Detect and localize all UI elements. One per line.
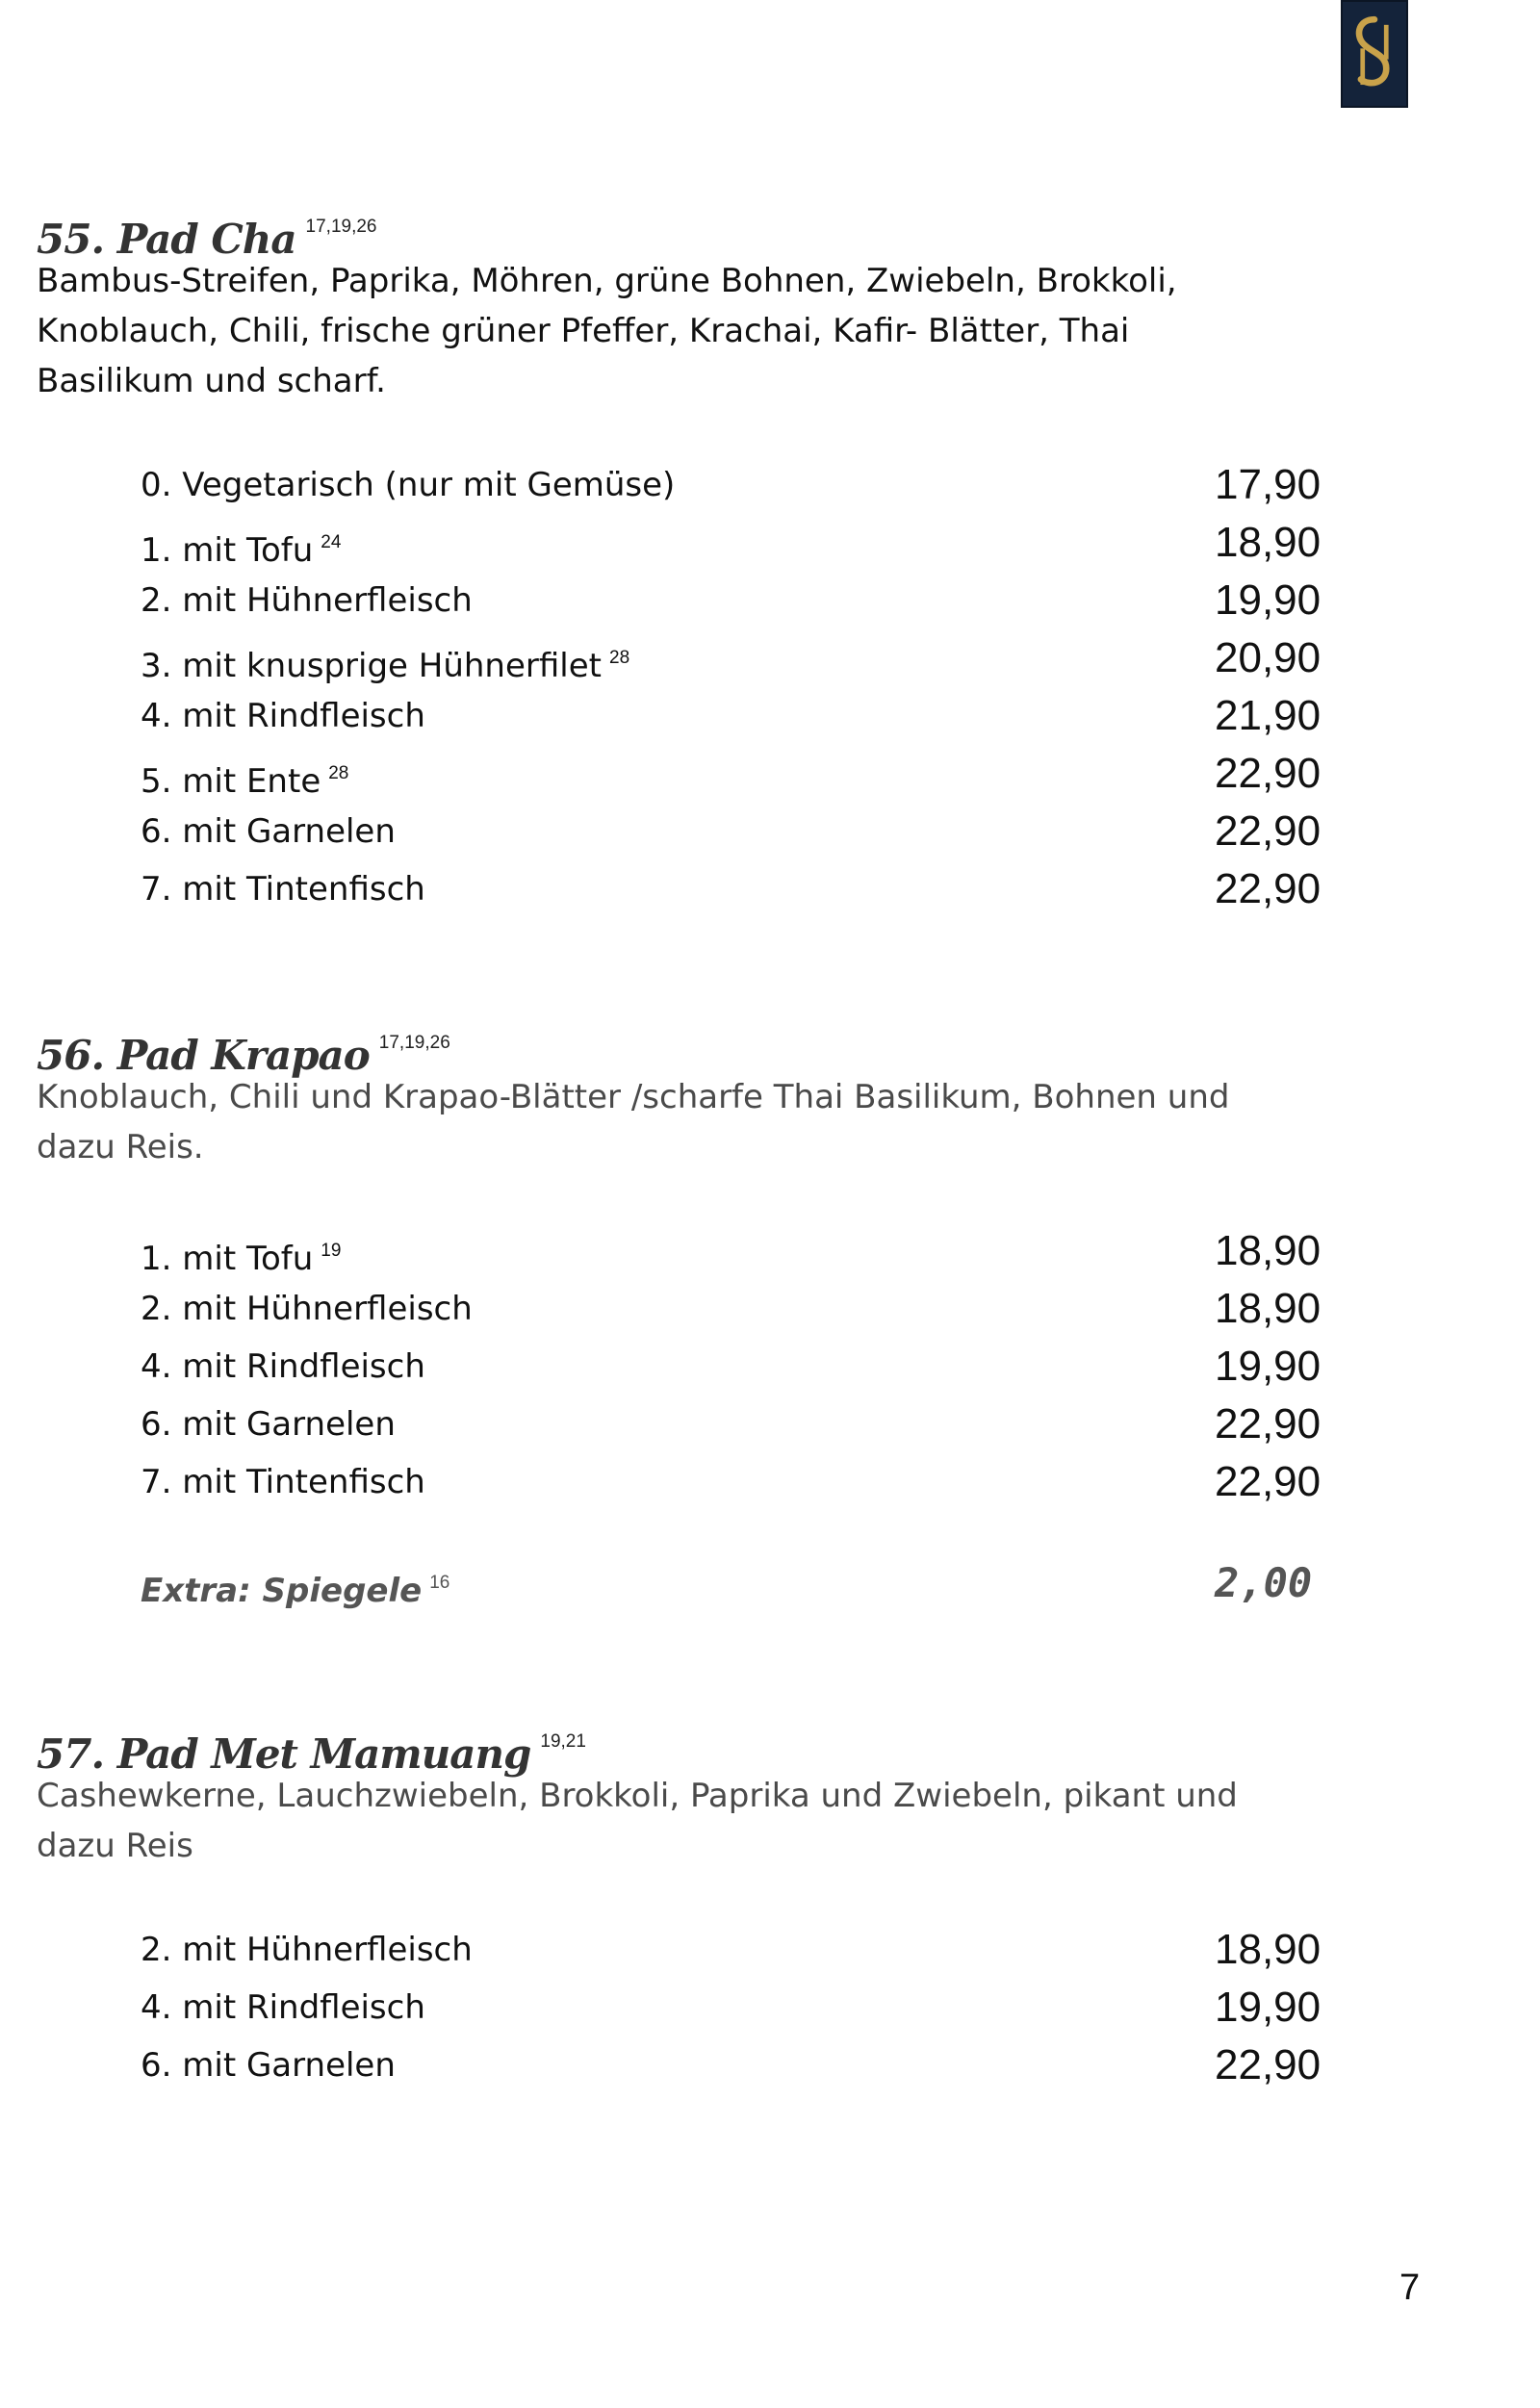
price: 18,90 [1215, 1227, 1322, 1274]
menu-section-56 [37, 1016, 1384, 1617]
price: 18,90 [1215, 1926, 1322, 1973]
dish-description: Bambus-Streifen, Paprika, Möhren, grüne Bohnen, Zwiebeln, Brokkoli, Knoblauch, Chili, frische grüner Pfeffer, Krachai, Kafir- Blätter, Thai Basilikum und scharf. [37, 262, 1177, 400]
price: 22,90 [1215, 750, 1322, 797]
price-list [37, 1921, 1384, 2094]
dish-description: Cashewkerne, Lauchzwiebeln, Brokkoli, Paprika und Zwiebeln, pikant und dazu Reis [37, 1777, 1238, 1865]
list-item: 6. mit Garnelen 22,90 [37, 1396, 1384, 1453]
price: 22,90 [1215, 1400, 1322, 1447]
list-item: 7. mit Tintenfisch 22,90 [37, 860, 1384, 918]
allergen-codes: 19,21 [540, 1731, 586, 1752]
price: 20,90 [1215, 634, 1322, 681]
price-list [37, 1222, 1384, 1617]
price: 19,90 [1215, 1343, 1322, 1390]
price: 22,90 [1215, 1458, 1322, 1505]
price: 19,90 [1215, 576, 1322, 624]
page-number: 7 [1399, 2267, 1421, 2308]
price: 22,90 [1215, 807, 1322, 855]
menu-section-57 [37, 1715, 1384, 2094]
price: 21,90 [1215, 692, 1322, 739]
list-item: 4. mit Rindfleisch 21,90 [37, 687, 1384, 745]
dish-title: 57. Pad Met Mamuang $^{19,21}$ [37, 1730, 586, 1778]
allergen-note: 24 [321, 532, 342, 552]
menu-section-55 [37, 200, 1384, 918]
extra-item: Extra: Spiegele $^{16}$ 2,00 [37, 1550, 1384, 1617]
list-item: 2. mit Hühnerfleisch 19,90 [37, 572, 1384, 629]
price: 22,90 [1215, 865, 1322, 912]
list-item: 6. mit Garnelen 22,90 [37, 2037, 1384, 2094]
logo-monogram-icon [1343, 2, 1406, 106]
list-item: 5. mit Ente $^{28}$ 22,90 [37, 745, 1384, 803]
list-item: 1. mit Tofu $^{19}$ 18,90 [37, 1222, 1384, 1280]
price-list [37, 456, 1384, 918]
allergen-codes: 17,19,26 [305, 217, 377, 237]
price: 2,00 [1215, 1559, 1313, 1606]
dish-title: 56. Pad Krapao $^{17,19,26}$ [37, 1032, 450, 1079]
list-item: 7. mit Tintenfisch 22,90 [37, 1453, 1384, 1511]
allergen-note: 16 [429, 1573, 450, 1593]
restaurant-logo [1341, 0, 1408, 108]
list-item: 0. Vegetarisch (nur mit Gemüse) 17,90 [37, 456, 1384, 514]
price: 18,90 [1215, 1285, 1322, 1332]
allergen-note: 28 [609, 648, 630, 668]
list-item: 1. mit Tofu $^{24}$ 18,90 [37, 514, 1384, 572]
list-item: 2. mit Hühnerfleisch 18,90 [37, 1921, 1384, 1979]
list-item: 4. mit Rindfleisch 19,90 [37, 1979, 1384, 2037]
list-item: 2. mit Hühnerfleisch 18,90 [37, 1280, 1384, 1338]
allergen-note: 19 [321, 1241, 342, 1261]
price: 19,90 [1215, 1984, 1322, 2031]
list-item: 3. mit knusprige Hühnerfilet $^{28}$ 20,90 [37, 629, 1384, 687]
allergen-codes: 17,19,26 [378, 1033, 450, 1053]
dish-title: 55. Pad Cha $^{17,19,26}$ [37, 216, 377, 263]
price: 17,90 [1215, 461, 1322, 508]
price: 18,90 [1215, 519, 1322, 566]
list-item: 4. mit Rindfleisch 19,90 [37, 1338, 1384, 1396]
price: 22,90 [1215, 2041, 1322, 2088]
dish-description: Knoblauch, Chili und Krapao-Blätter /scharfe Thai Basilikum, Bohnen und dazu Reis. [37, 1078, 1230, 1166]
list-item: 6. mit Garnelen 22,90 [37, 803, 1384, 860]
allergen-note: 28 [328, 763, 349, 783]
